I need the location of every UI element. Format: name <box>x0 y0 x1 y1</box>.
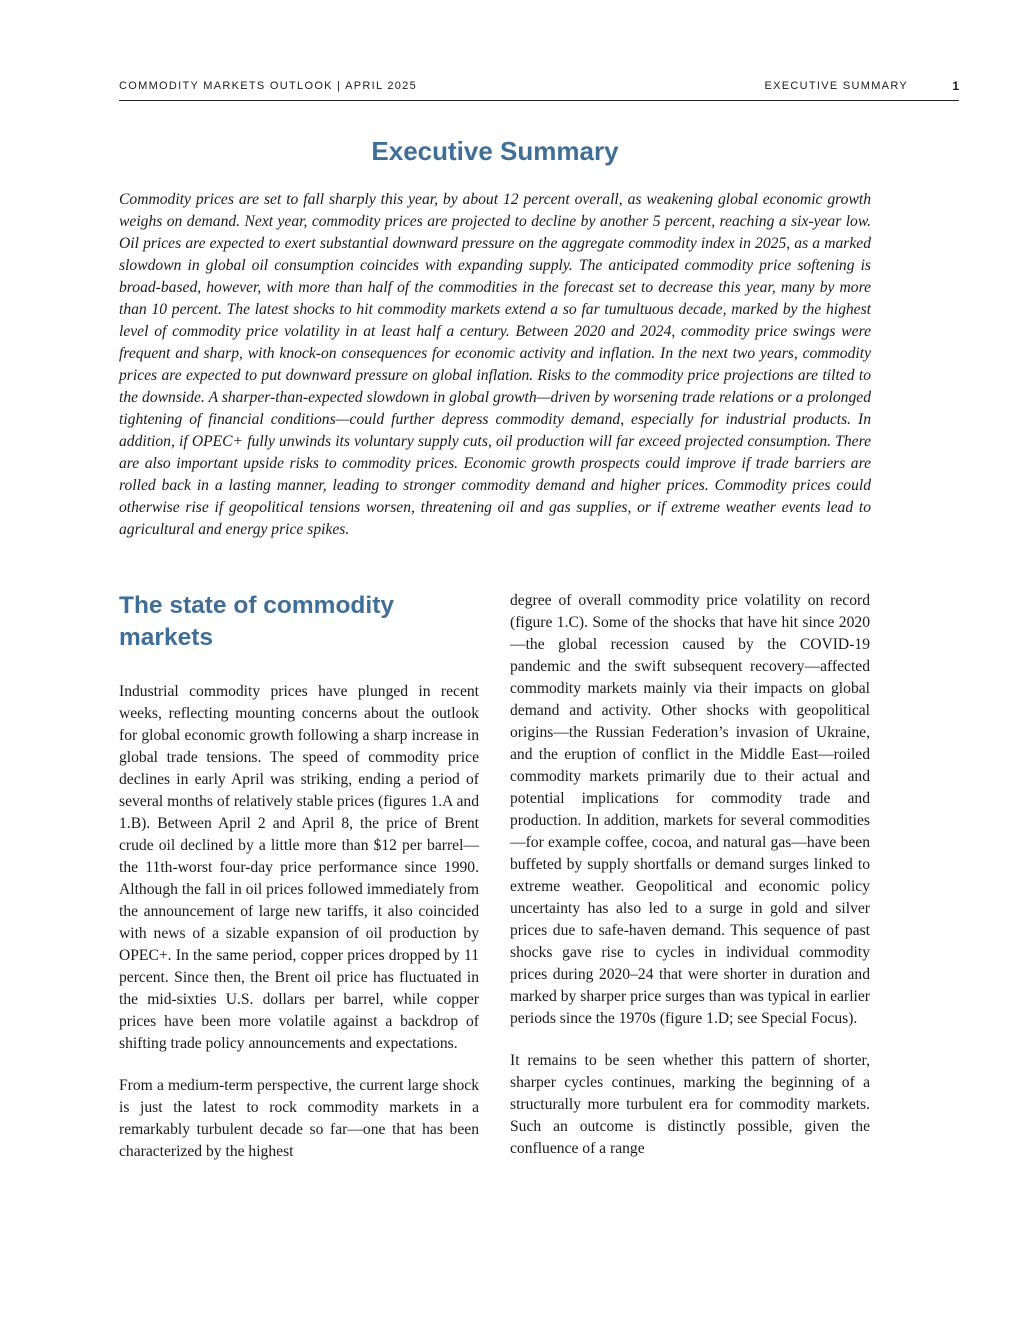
body-paragraph: It remains to be seen whether this pattern of shorter, sharper cycles continues, marking the beginning of a structurally more turbulent era for commodity markets. Such an outcome is distinctly possible, given the confluence of a range <box>510 1052 870 1157</box>
chapter-title: EXECUTIVE SUMMARY <box>764 80 908 92</box>
body-paragraph: From a medium-term perspective, the current large shock is just the latest to rock commodity markets in a remarkably turbulent decade so far—one that has been characterized by the highest <box>119 1077 479 1160</box>
page-title: Executive Summary <box>371 136 619 166</box>
left-column <box>119 590 479 1163</box>
publication-title: COMMODITY MARKETS OUTLOOK | APRIL 2025 <box>119 80 417 92</box>
body-paragraph: Industrial commodity prices have plunged in recent weeks, reflecting mounting concerns about the outlook for global economic growth following a sharp increase in global trade tensions. The speed of commodity price declines in early April was striking, ending a period of several months of relatively stable prices (figures 1.A and 1.B). Between April 2 and April 8, the price of Brent crude oil declined by a little more than $12 per barrel—the 11th-worst four-day price performance since 1990. Although the fall in oil prices followed immediately from the announcement of large new tariffs, it also coincided with news of a sizable expansion of oil production by OPEC+. In the same period, copper prices dropped by 11 percent. Since then, the Brent oil price has fluctuated in the mid-sixties U.S. dollars per barrel, while copper prices have been more volatile against a backdrop of shifting trade policy announcements and expectations. <box>119 683 479 1052</box>
page-number: 1 <box>952 79 959 93</box>
section-heading: The state of commodity markets <box>119 592 394 651</box>
running-header <box>119 80 959 101</box>
right-column <box>510 590 870 1160</box>
body-paragraph-continued: degree of overall commodity price volatility on record (figure 1.C). Some of the shocks that have hit since 2020—the global recession caused by the COVID-19 pandemic and the swift subsequent recovery—affected commodity markets mainly via their impacts on global demand and activity. Other shocks with geopolitical origins—the Russian Federation’s invasion of Ukraine, and the eruption of conflict in the Middle East—roiled commodity markets primarily due to their actual and potential implications for commodity trade and production. In addition, markets for several commodities—for example coffee, cocoa, and natural gas—have been buffeted by supply shortfalls or demand surges linked to extreme weather. Geopolitical and economic policy uncertainty has also led to a surge in gold and silver prices due to safe-haven demand. This sequence of past shocks gave rise to cycles in individual commodity prices during 2020–24 that were shorter in duration and marked by sharper price surges than was typical in earlier periods since the 1970s (figure 1.D; see Special Focus). <box>510 592 870 1027</box>
executive-summary-abstract: Commodity prices are set to fall sharply this year, by about 12 percent overall, as weakening global economic growth weighs on demand. Next year, commodity prices are projected to decline by another 5 percent, reaching a six-year low. Oil prices are expected to exert substantial downward pressure on the aggregate commodity index in 2025, as a marked slowdown in global oil consumption coincides with expanding supply. The anticipated commodity price softening is broad-based, however, with more than half of the commodities in the forecast set to decrease this year, many by more than 10 percent. The latest shocks to hit commodity markets extend a so far tumultuous decade, marked by the highest level of commodity price volatility in at least half a century. Between 2020 and 2024, commodity price swings were frequent and sharp, with knock-on consequences for economic activity and inflation. In the next two years, commodity prices are expected to put downward pressure on global inflation. Risks to the commodity price projections are tilted to the downside. A sharper-than-expected slowdown in global growth—driven by worsening trade relations or a prolonged tightening of financial conditions—could further depress commodity demand, especially for industrial products. In addition, if OPEC+ fully unwinds its voluntary supply cuts, oil production will far exceed projected consumption. There are also important upside risks to commodity prices. Economic growth prospects could improve if trade barriers are rolled back in a lasting manner, leading to stronger commodity demand and higher prices. Commodity prices could otherwise rise if geopolitical tensions worsen, threatening oil and gas supplies, or if extreme weather events lead to agricultural and energy price spikes. <box>119 191 871 538</box>
